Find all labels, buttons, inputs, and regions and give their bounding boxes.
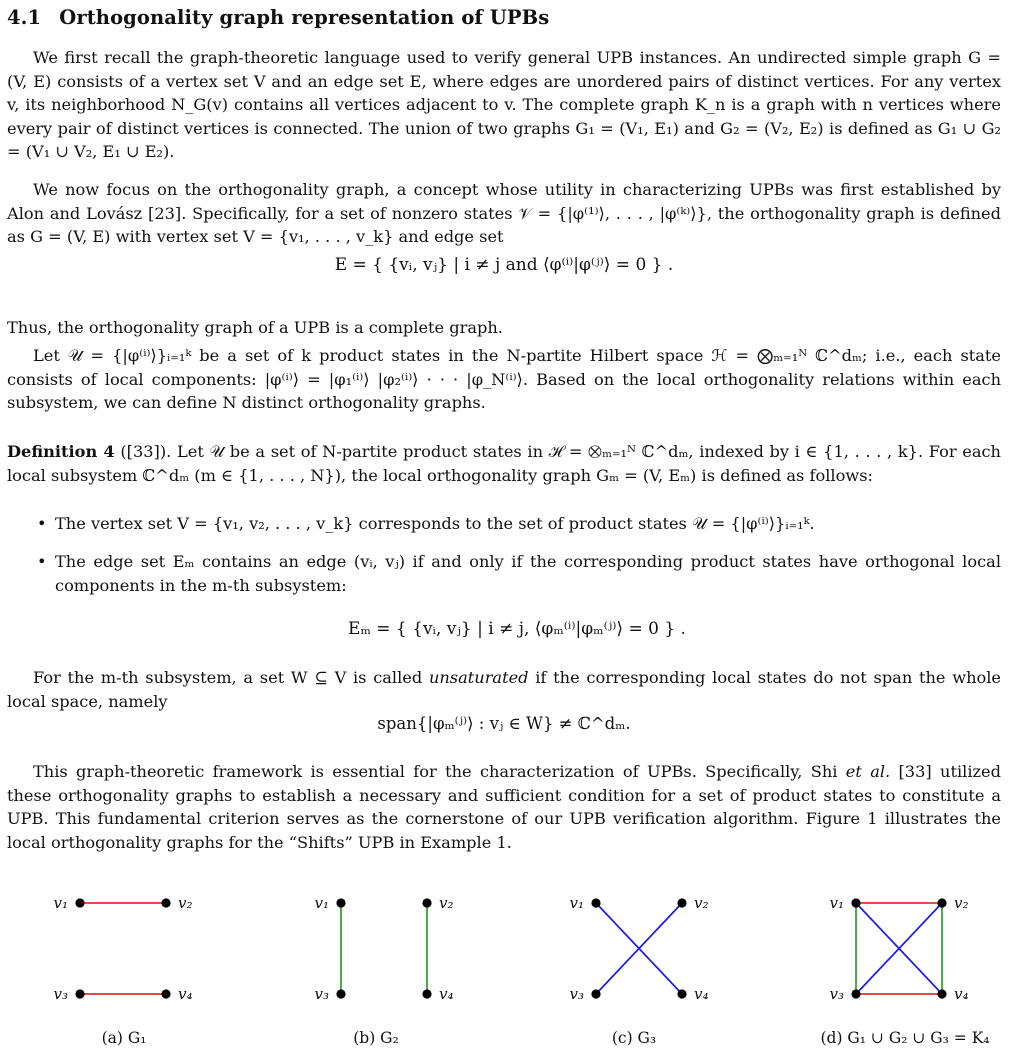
vertex-label-v1: v₁ xyxy=(314,894,329,912)
subfigure-graph-3 xyxy=(570,894,709,1003)
definition-body: Let 𝒰 be a set of N-partite product states in ℋ = ⨂ₘ₌₁ᴺ ℂ^dₘ, indexed by i ∈ {1, . . . , k}. For each local subsystem ℂ^dₘ (m ∈ {1, . . . , N}), the local orthogonality graph Gₘ = (V, Eₘ) is defined as follows: xyxy=(7,442,1001,485)
subfigure-graph-1 xyxy=(54,894,193,1003)
definition-4 xyxy=(7,440,1001,487)
vertex-v4 xyxy=(422,989,431,998)
vertex-v1 xyxy=(591,898,600,907)
definition-label: Definition 4 xyxy=(7,442,115,461)
section-number: 4.1 xyxy=(7,6,42,29)
vertex-v1 xyxy=(851,898,860,907)
subfigure-graph-4 xyxy=(830,894,969,1003)
vertex-v2 xyxy=(677,898,686,907)
bullet-edge-set xyxy=(33,550,1001,597)
vertex-v3 xyxy=(336,989,345,998)
subfigure-caption-3: (c) G₃ xyxy=(611,1029,657,1047)
vertex-label-v1: v₁ xyxy=(829,894,844,912)
subfigure-graph-2 xyxy=(315,894,454,1003)
section-heading xyxy=(7,6,549,30)
paragraph-product-states: Let 𝒰 = {|φ⁽ⁱ⁾⟩}ᵢ₌₁ᵏ be a set of k product states in the N-partite Hilbert space ℋ = ⨂ₘ₌₁ᴺ ℂ^dₘ; i.e., each state consists of local components: |φ⁽ⁱ⁾⟩ = |φ₁⁽ⁱ⁾⟩ |φ₂⁽ⁱ⁾⟩ · · · |φ_N⁽ⁱ⁾⟩. Based on the local orthogonality relations within each subsystem, we can define N distinct orthogonality graphs. xyxy=(7,346,1001,413)
figure-graphs xyxy=(0,880,1009,1020)
equation-edge-set: E = { {vᵢ, vⱼ} | i ≠ j and ⟨φ⁽ⁱ⁾|φ⁽ʲ⁾⟩ = 0 } . xyxy=(334,255,674,275)
vertex-v4 xyxy=(161,989,170,998)
paragraph-graph-basics: We first recall the graph-theoretic language used to verify general UPB instances. An undirected simple graph G = (V, E) consists of a vertex set V and an edge set E, where edges are unordered pairs of distinct vertices. For any vertex v, its neighborhood N_G(v) contains all vertices adjacent to v. The complete graph K_n is a graph with n vertices where every pair of distinct vertices is connected. The union of two graphs G₁ = (V₁, E₁) and G₂ = (V₂, E₂) is defined as G₁ ∪ G₂ = (V₁ ∪ V₂, E₁ ∪ E₂). xyxy=(7,48,1001,162)
vertex-label-v4: v₄ xyxy=(178,985,193,1003)
vertex-label-v3: v₃ xyxy=(53,985,68,1003)
subfigure-caption-2: (b) G₂ xyxy=(353,1029,399,1047)
bullet-dot: • xyxy=(37,514,47,533)
text-run: [33] utilized these orthogonality graphs to establish a necessary and sufficient condition for a set of product states to constitute a UPB. This fundamental criterion serves as the cornerstone of our UPB verification algorithm. Figure 1 illustrates the local orthogonality graphs for the “Shifts” UPB in Example 1. xyxy=(7,762,1001,852)
vertex-v3 xyxy=(591,989,600,998)
vertex-label-v2: v₂ xyxy=(439,894,454,912)
definition-ref: ([33]). xyxy=(120,442,172,461)
paragraph-orthogonality-graph: We now focus on the orthogonality graph, a concept whose utility in characterizing UPBs was first established by Alon and Lovász [23]. Specifically, for a set of nonzero states 𝒱 = {|φ⁽¹⁾⟩, . . . , |φ⁽ᵏ⁾⟩}, the orthogonality graph is defined as G = (V, E) with vertex set V = {v₁, . . . , v_k} and edge set xyxy=(7,180,1001,247)
vertex-label-v3: v₃ xyxy=(829,985,844,1003)
subfigure-caption-1: (a) G₁ xyxy=(101,1029,147,1047)
vertex-v4 xyxy=(937,989,946,998)
vertex-label-v2: v₂ xyxy=(694,894,709,912)
text-run: For the m-th subsystem, a set W ⊆ V is called xyxy=(33,668,429,687)
equation-span: span{|φₘ⁽ʲ⁾⟩ : vⱼ ∈ W} ≠ ℂ^dₘ. xyxy=(377,714,631,733)
vertex-label-v1: v₁ xyxy=(569,894,584,912)
vertex-label-v3: v₃ xyxy=(569,985,584,1003)
vertex-label-v4: v₄ xyxy=(694,985,709,1003)
vertex-v3 xyxy=(851,989,860,998)
bullet-text: The vertex set V = {v₁, v₂, . . . , v_k} corresponds to the set of product states 𝒰 = {|φ⁽ⁱ⁾⟩}ᵢ₌₁ᵏ. xyxy=(55,514,815,533)
emphasis-unsaturated: unsaturated xyxy=(428,668,529,687)
vertex-v4 xyxy=(677,989,686,998)
bullet-vertex-set xyxy=(33,512,1001,536)
vertex-v1 xyxy=(336,898,345,907)
vertex-label-v4: v₄ xyxy=(954,985,969,1003)
bullet-text: The edge set Eₘ contains an edge (vᵢ, vⱼ) if and only if the corresponding product states have orthogonal local components in the m-th subsystem: xyxy=(55,552,1001,595)
text-run: This graph-theoretic framework is essential for the characterization of UPBs. Specifically, Shi xyxy=(33,762,846,781)
equation-local-edge-set: Eₘ = { {vᵢ, vⱼ} | i ≠ j, ⟨φₘ⁽ⁱ⁾|φₘ⁽ʲ⁾⟩ = 0 } . xyxy=(348,619,686,639)
paragraph-framework xyxy=(7,760,1001,854)
vertex-label-v4: v₄ xyxy=(439,985,454,1003)
vertex-label-v3: v₃ xyxy=(314,985,329,1003)
vertex-v2 xyxy=(937,898,946,907)
vertex-v3 xyxy=(75,989,84,998)
section-title: Orthogonality graph representation of UPBs xyxy=(59,6,550,29)
paragraph-unsaturated xyxy=(7,666,1001,713)
vertex-label-v1: v₁ xyxy=(53,894,68,912)
emphasis-et-al: et al. xyxy=(845,762,891,781)
vertex-v2 xyxy=(161,898,170,907)
vertex-label-v2: v₂ xyxy=(954,894,969,912)
text-run: if the corresponding local states do not span the whole local space, namely xyxy=(7,668,1001,711)
bullet-dot: • xyxy=(37,552,47,571)
figure-1 xyxy=(0,880,1009,1050)
vertex-v1 xyxy=(75,898,84,907)
paragraph-complete-graph: Thus, the orthogonality graph of a UPB is a complete graph. xyxy=(7,318,503,337)
vertex-v2 xyxy=(422,898,431,907)
vertex-label-v2: v₂ xyxy=(178,894,193,912)
subfigure-caption-4: (d) G₁ ∪ G₂ ∪ G₃ = K₄ xyxy=(820,1029,990,1047)
